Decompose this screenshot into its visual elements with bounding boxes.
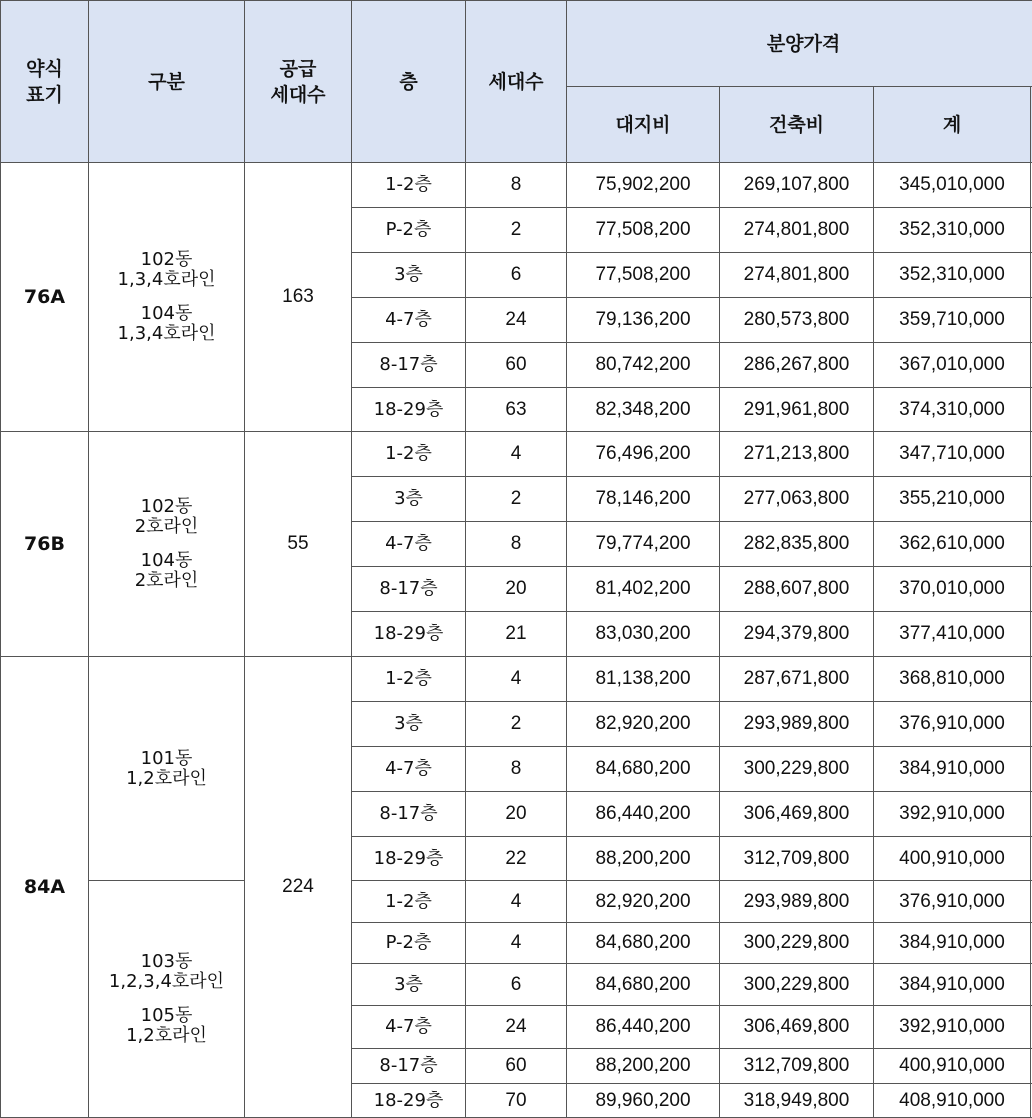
header-floor: 층 [352, 1, 466, 163]
units-cell: 60 [466, 1049, 567, 1084]
header-total: 계 [874, 87, 1031, 163]
units-cell: 6 [466, 964, 567, 1006]
building-price-cell: 286,267,800 [720, 343, 874, 388]
land-price-cell: 81,402,200 [567, 567, 720, 612]
header-building: 건축비 [720, 87, 874, 163]
building-price-cell: 274,801,800 [720, 208, 874, 253]
building-price-cell: 274,801,800 [720, 253, 874, 298]
land-price-cell: 82,348,200 [567, 388, 720, 432]
floor-cell: 8-17층 [352, 567, 466, 612]
units-cell: 2 [466, 477, 567, 522]
division-line: 103동 [89, 952, 244, 972]
land-price-cell: 78,146,200 [567, 477, 720, 522]
floor-cell: 3층 [352, 253, 466, 298]
land-price-cell: 83,030,200 [567, 612, 720, 657]
building-price-cell: 287,671,800 [720, 657, 874, 702]
land-price-cell: 79,136,200 [567, 298, 720, 343]
header-price: 분양가격 [567, 1, 1032, 87]
division-line: 102동 [89, 250, 244, 270]
division-line: 102동 [89, 497, 244, 517]
division-line: 101동 [89, 749, 244, 769]
header-land: 대지비 [567, 87, 720, 163]
division-line: 105동 [89, 1006, 244, 1026]
total-price-cell: 355,210,000 [874, 477, 1031, 522]
division-line: 1,3,4호라인 [89, 270, 244, 290]
division-line: 1,2,3,4호라인 [89, 972, 244, 992]
units-cell: 6 [466, 253, 567, 298]
total-price-cell: 374,310,000 [874, 388, 1031, 432]
units-cell: 8 [466, 163, 567, 208]
total-price-cell: 377,410,000 [874, 612, 1031, 657]
building-price-cell: 300,229,800 [720, 747, 874, 792]
total-price-cell: 408,910,000 [874, 1084, 1031, 1118]
header-supply [245, 1, 352, 163]
total-price-cell: 345,010,000 [874, 163, 1031, 208]
total-price-cell: 384,910,000 [874, 923, 1031, 964]
floor-cell: 3층 [352, 964, 466, 1006]
total-price-cell: 392,910,000 [874, 792, 1031, 837]
floor-cell: 1-2층 [352, 657, 466, 702]
units-cell: 8 [466, 522, 567, 567]
header-type [1, 1, 89, 163]
units-cell: 2 [466, 208, 567, 253]
total-price-cell: 368,810,000 [874, 657, 1031, 702]
building-price-cell: 300,229,800 [720, 964, 874, 1006]
header-supply-line1: 공급 [245, 56, 351, 82]
land-price-cell: 88,200,200 [567, 1049, 720, 1084]
land-price-cell: 81,138,200 [567, 657, 720, 702]
units-cell: 4 [466, 432, 567, 477]
total-price-cell: 362,610,000 [874, 522, 1031, 567]
floor-cell: 18-29층 [352, 612, 466, 657]
units-cell: 20 [466, 567, 567, 612]
total-price-cell: 347,710,000 [874, 432, 1031, 477]
building-price-cell: 300,229,800 [720, 923, 874, 964]
building-price-cell: 269,107,800 [720, 163, 874, 208]
division-cell [89, 163, 245, 432]
division-line: 2호라인 [89, 571, 244, 591]
floor-cell: 4-7층 [352, 747, 466, 792]
total-price-cell: 384,910,000 [874, 747, 1031, 792]
land-price-cell: 82,920,200 [567, 702, 720, 747]
land-price-cell: 84,680,200 [567, 747, 720, 792]
units-cell: 22 [466, 837, 567, 881]
total-price-cell: 392,910,000 [874, 1006, 1031, 1049]
total-price-cell: 352,310,000 [874, 253, 1031, 298]
division-cell [89, 657, 245, 881]
units-cell: 2 [466, 702, 567, 747]
supply-cell: 55 [245, 432, 352, 657]
land-price-cell: 84,680,200 [567, 923, 720, 964]
units-cell: 8 [466, 747, 567, 792]
table-row [1, 163, 1032, 208]
floor-cell: 8-17층 [352, 343, 466, 388]
building-price-cell: 293,989,800 [720, 881, 874, 923]
units-cell: 4 [466, 657, 567, 702]
building-price-cell: 271,213,800 [720, 432, 874, 477]
land-price-cell: 86,440,200 [567, 1006, 720, 1049]
land-price-cell: 86,440,200 [567, 792, 720, 837]
units-cell: 60 [466, 343, 567, 388]
floor-cell: 3층 [352, 702, 466, 747]
table-row [1, 657, 1032, 702]
land-price-cell: 77,508,200 [567, 208, 720, 253]
floor-cell: 1-2층 [352, 432, 466, 477]
floor-cell: 8-17층 [352, 1049, 466, 1084]
land-price-cell: 79,774,200 [567, 522, 720, 567]
land-price-cell: 89,960,200 [567, 1084, 720, 1118]
division-line: 1,2호라인 [89, 1026, 244, 1046]
floor-cell: P-2층 [352, 923, 466, 964]
building-price-cell: 293,989,800 [720, 702, 874, 747]
building-price-cell: 318,949,800 [720, 1084, 874, 1118]
land-price-cell: 84,680,200 [567, 964, 720, 1006]
total-price-cell: 370,010,000 [874, 567, 1031, 612]
building-price-cell: 294,379,800 [720, 612, 874, 657]
land-price-cell: 88,200,200 [567, 837, 720, 881]
building-price-cell: 306,469,800 [720, 1006, 874, 1049]
building-price-cell: 282,835,800 [720, 522, 874, 567]
building-price-cell: 280,573,800 [720, 298, 874, 343]
floor-cell: 4-7층 [352, 1006, 466, 1049]
floor-cell: 18-29층 [352, 388, 466, 432]
units-cell: 24 [466, 1006, 567, 1049]
land-price-cell: 77,508,200 [567, 253, 720, 298]
division-line: 104동 [89, 551, 244, 571]
table-row [1, 432, 1032, 477]
total-price-cell: 384,910,000 [874, 964, 1031, 1006]
total-price-cell: 376,910,000 [874, 881, 1031, 923]
floor-cell: 4-7층 [352, 522, 466, 567]
type-cell: 76A [1, 163, 89, 432]
building-price-cell: 306,469,800 [720, 792, 874, 837]
building-price-cell: 277,063,800 [720, 477, 874, 522]
total-price-cell: 367,010,000 [874, 343, 1031, 388]
units-cell: 4 [466, 923, 567, 964]
division-line: 104동 [89, 304, 244, 324]
floor-cell: P-2층 [352, 208, 466, 253]
land-price-cell: 82,920,200 [567, 881, 720, 923]
division-line: 2호라인 [89, 517, 244, 537]
total-price-cell: 359,710,000 [874, 298, 1031, 343]
floor-cell: 1-2층 [352, 163, 466, 208]
floor-cell: 18-29층 [352, 1084, 466, 1118]
floor-cell: 18-29층 [352, 837, 466, 881]
land-price-cell: 76,496,200 [567, 432, 720, 477]
division-cell [89, 881, 245, 1118]
floor-cell: 8-17층 [352, 792, 466, 837]
floor-cell: 1-2층 [352, 881, 466, 923]
header-type-line1: 약식 [1, 56, 88, 82]
header-division: 구분 [89, 1, 245, 163]
total-price-cell: 376,910,000 [874, 702, 1031, 747]
building-price-cell: 291,961,800 [720, 388, 874, 432]
division-cell [89, 432, 245, 657]
type-cell: 76B [1, 432, 89, 657]
total-price-cell: 400,910,000 [874, 837, 1031, 881]
floor-cell: 4-7층 [352, 298, 466, 343]
units-cell: 21 [466, 612, 567, 657]
header-supply-line2: 세대수 [245, 82, 351, 108]
supply-cell: 163 [245, 163, 352, 432]
land-price-cell: 75,902,200 [567, 163, 720, 208]
units-cell: 63 [466, 388, 567, 432]
units-cell: 70 [466, 1084, 567, 1118]
units-cell: 4 [466, 881, 567, 923]
units-cell: 20 [466, 792, 567, 837]
supply-cell: 224 [245, 657, 352, 1118]
division-line: 1,2호라인 [89, 769, 244, 789]
header-type-line2: 표기 [1, 82, 88, 108]
units-cell: 24 [466, 298, 567, 343]
floor-cell: 3층 [352, 477, 466, 522]
building-price-cell: 288,607,800 [720, 567, 874, 612]
total-price-cell: 400,910,000 [874, 1049, 1031, 1084]
table-row [1, 881, 1032, 923]
type-cell: 84A [1, 657, 89, 1118]
building-price-cell: 312,709,800 [720, 1049, 874, 1084]
header-row-1 [1, 1, 1032, 87]
total-price-cell: 352,310,000 [874, 208, 1031, 253]
building-price-cell: 312,709,800 [720, 837, 874, 881]
header-units: 세대수 [466, 1, 567, 163]
land-price-cell: 80,742,200 [567, 343, 720, 388]
division-line: 1,3,4호라인 [89, 324, 244, 344]
